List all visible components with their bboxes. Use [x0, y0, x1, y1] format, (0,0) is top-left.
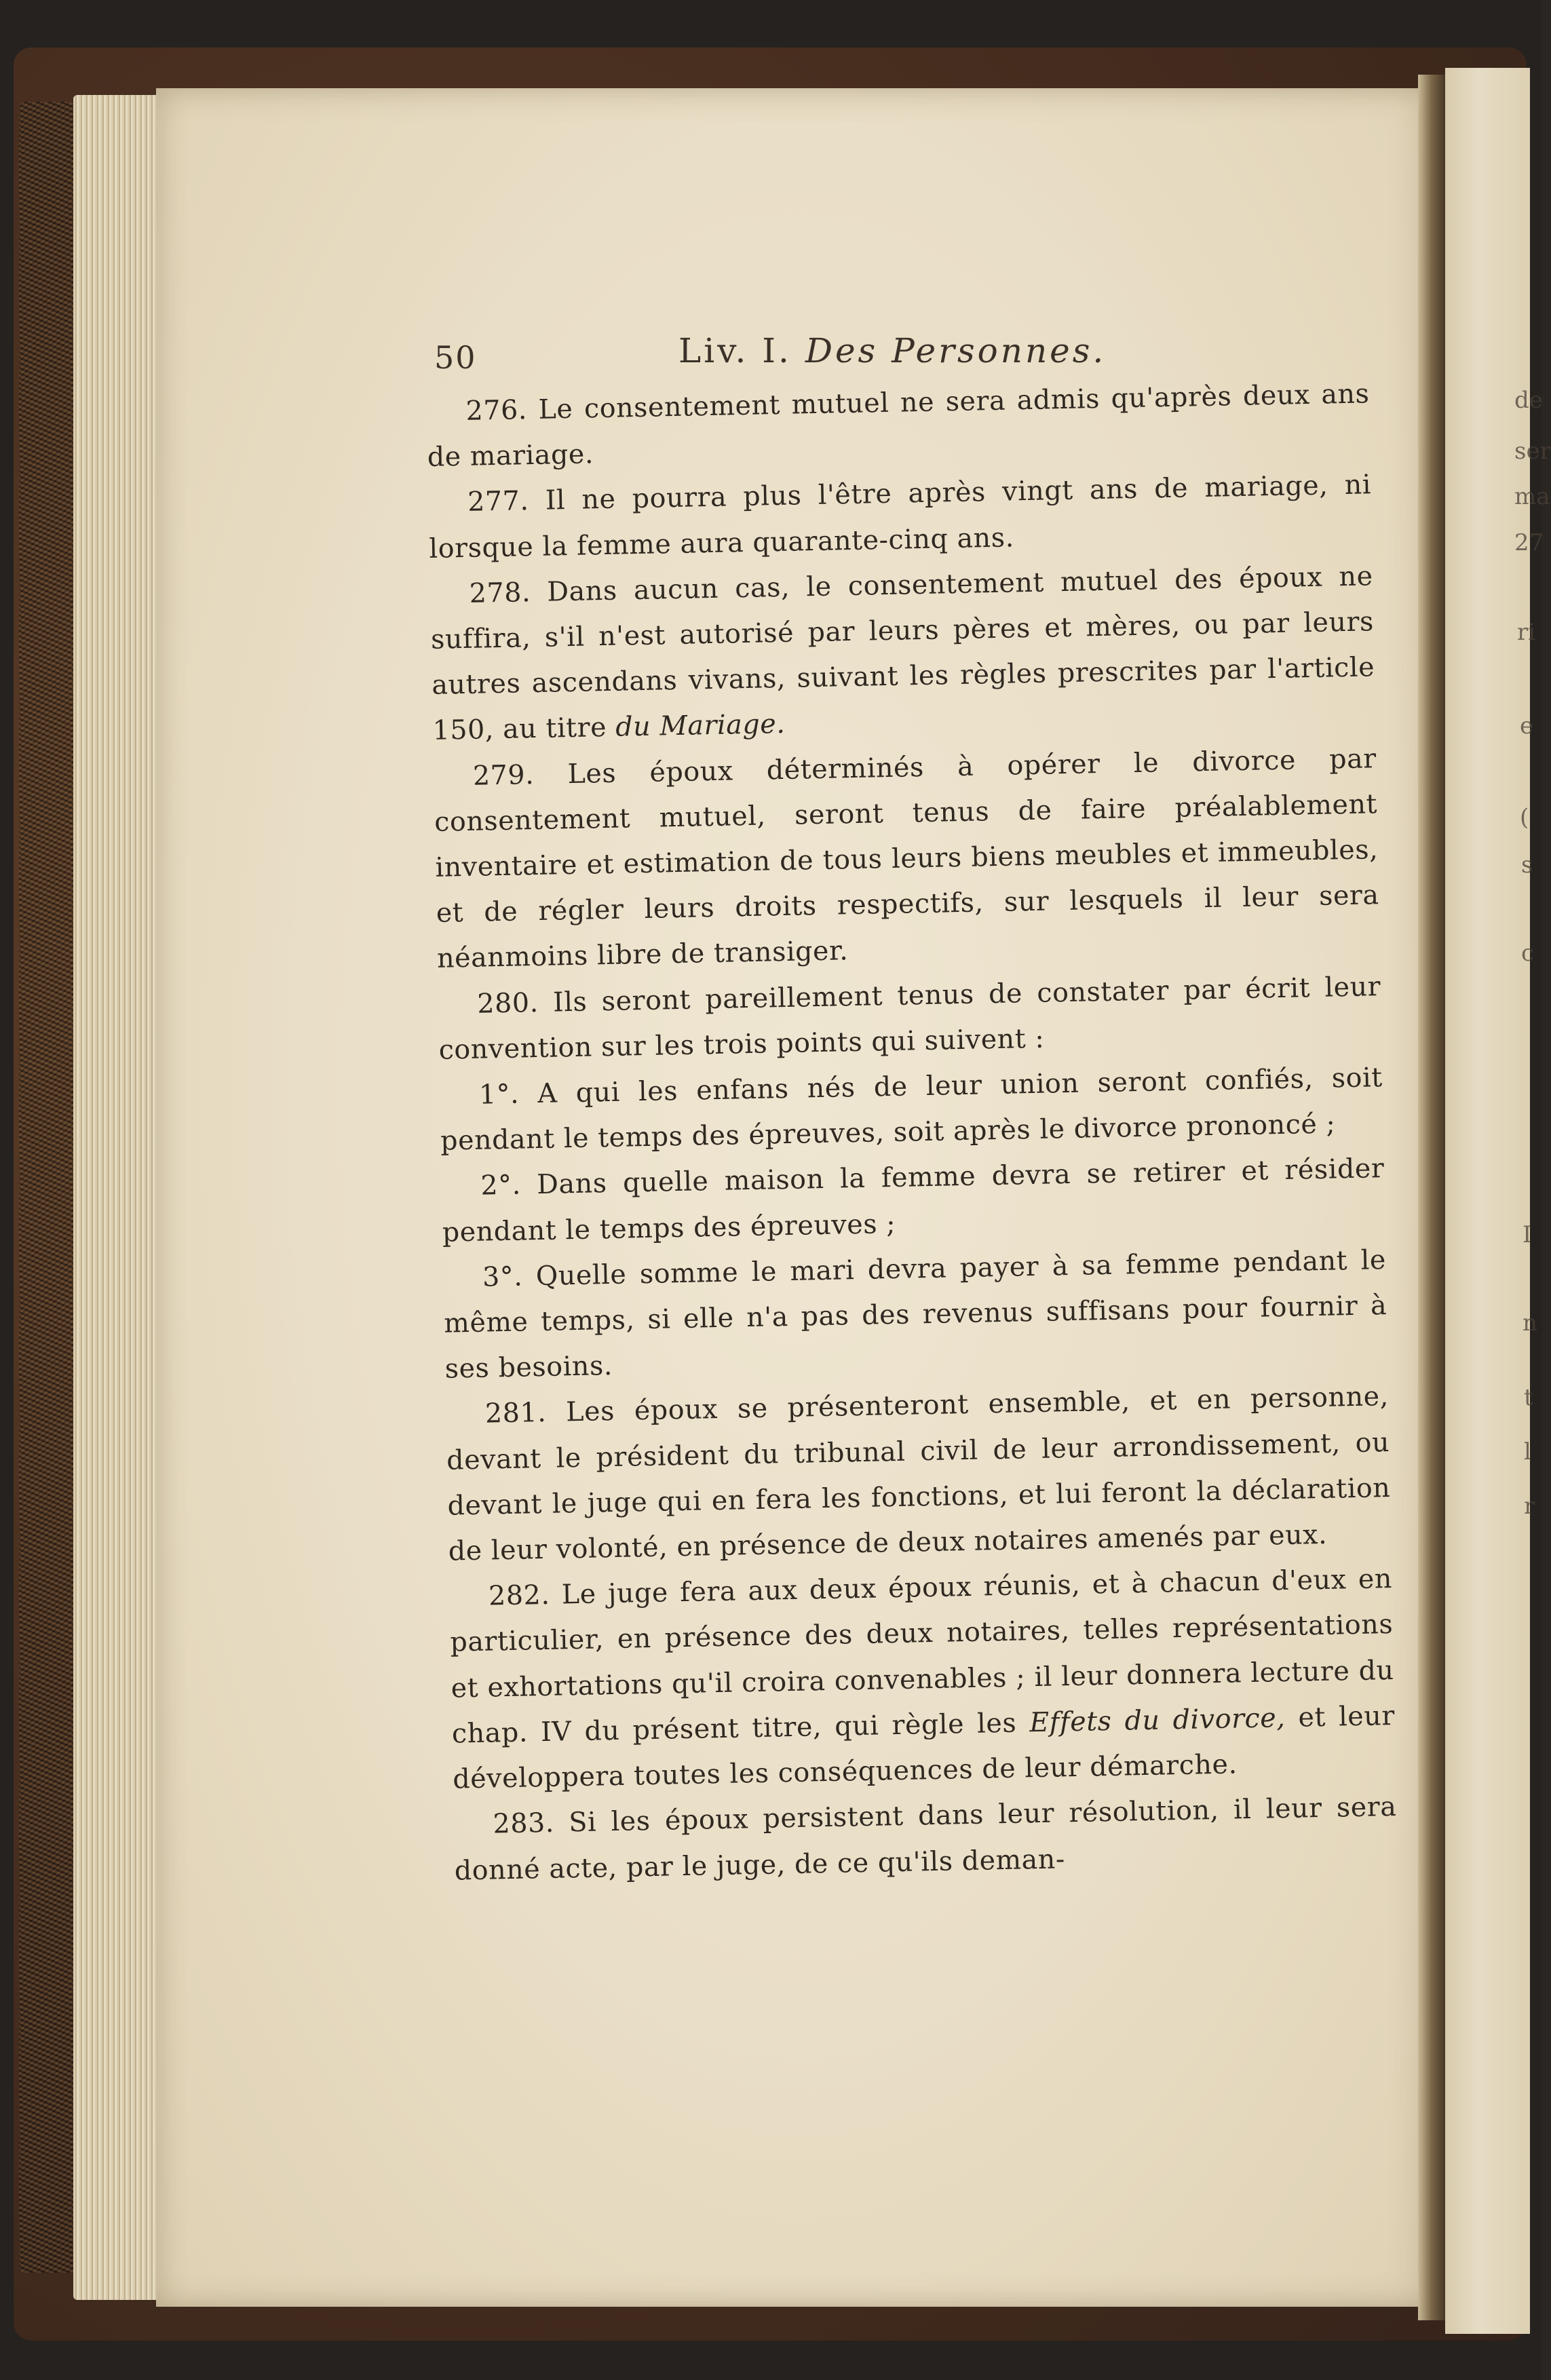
facing-fragment: e: [1520, 712, 1534, 740]
body-text: [426, 371, 1398, 1894]
article-277: [428, 463, 1373, 572]
point-text: Dans quelle maison la femme devra se retirer et résider pendant le temps des épreuves ;: [442, 1153, 1385, 1248]
article-number: 278.: [469, 576, 531, 609]
facing-fragment: t: [1524, 1384, 1533, 1411]
article-text: Les époux se présenteront ensemble, et en personne, devant le président du tribunal civil de leur arrondissement, ou devant le juge qui en fera les fonctions, et lui feront la déclaration de leur volonté, en présence de deux notaires amenés par eux.: [446, 1381, 1391, 1567]
article-italic-reference: du Mariage.: [615, 708, 786, 744]
page-number: 50: [434, 339, 477, 376]
article-text: Il ne pourra plus l'être après vingt ans de mariage, ni lorsque la femme aura quarante-cinq ans.: [429, 469, 1372, 564]
article-text: Ils seront pareillement tenus de constater par écrit leur convention sur les trois points qui suivent :: [438, 970, 1381, 1066]
point-3: [443, 1237, 1389, 1392]
marbled-cover-texture: [19, 102, 80, 2273]
article-276: [426, 371, 1371, 480]
facing-fragment: I: [1523, 1221, 1532, 1248]
point-number: 3°.: [482, 1261, 523, 1293]
article-281: [445, 1375, 1392, 1575]
article-279: [433, 736, 1380, 982]
article-number: 280.: [476, 986, 539, 1020]
article-282: [449, 1556, 1396, 1803]
article-number: 283.: [493, 1807, 555, 1840]
article-text: Les époux déterminés à opérer le divorce par consentement mutuel, seront tenus de faire préalablement inventaire et estimation de tous leurs biens meubles et immeubles, et de régler leurs droits respectifs, sur lesquels il leur sera néanmoins libre de transiger.: [434, 742, 1380, 975]
facing-fragment: (: [1520, 804, 1529, 831]
point-text: Quelle somme le mari devra payer à sa femme pendant le même temps, si elle n'a pas des revenus suffisans pour fournir à ses besoins.: [443, 1244, 1387, 1385]
running-title: [678, 331, 1106, 370]
article-text: Dans aucun cas, le consentement mutuel des époux ne suffira, s'il n'est autorisé par leurs pères et mères, ou par leurs autres ascendans vivans, suivant les règles prescrites par l'article 150, au titre: [430, 560, 1375, 747]
article-text: Si les époux persistent dans leur résolution, il leur sera donné acte, par le juge, de ce qu'ils deman-: [454, 1791, 1397, 1887]
article-number: 277.: [467, 485, 529, 518]
running-title-prefix: Liv. I.: [678, 331, 792, 370]
facing-fragment: ri: [1517, 619, 1536, 646]
facing-fragment: r: [1524, 1493, 1535, 1520]
article-280: [438, 964, 1382, 1073]
point-2: [441, 1147, 1385, 1256]
facing-fragment: s: [1521, 851, 1533, 879]
running-title-italic: Des Personnes.: [805, 331, 1107, 370]
point-text: A qui les enfans nés de leur union seront confiés, soit pendant le temps des épreuves, soit après le divorce prononcé ;: [440, 1062, 1383, 1157]
facing-fragment: ma: [1514, 483, 1550, 510]
article-number: 281.: [484, 1397, 547, 1430]
article-text: Le consentement mutuel ne sera admis qu'après deux ans de mariage.: [427, 378, 1370, 474]
point-number: 2°.: [480, 1169, 522, 1202]
point-1: [439, 1055, 1383, 1164]
point-number: 1°.: [478, 1078, 520, 1111]
article-283: [453, 1784, 1398, 1894]
article-number: 282.: [488, 1579, 550, 1612]
facing-fragment: c: [1521, 940, 1535, 967]
page-edges: [73, 95, 161, 2300]
facing-fragment: l: [1524, 1438, 1531, 1465]
article-text: Le juge fera aux deux époux réunis, et à chacun d'eux en particulier, en présence des deux notaires, telles représentations et exhortations qu'il croira convenables ; il leur donnera lecture du chap. IV du présent titre, qui règle les: [450, 1563, 1394, 1750]
article-number: 279.: [472, 759, 535, 792]
article-italic-reference: Effets du divorce,: [1029, 1702, 1286, 1739]
facing-fragment: n: [1523, 1309, 1537, 1337]
article-text-continued: et leur développera toutes les conséquences de leur démarche.: [452, 1700, 1396, 1795]
page-gutter: [1418, 75, 1449, 2320]
facing-fragment: ser: [1514, 438, 1551, 465]
article-number: 276.: [465, 394, 528, 427]
facing-fragment: 27: [1514, 529, 1544, 556]
article-278: [429, 554, 1376, 754]
facing-fragment: de: [1514, 387, 1543, 414]
